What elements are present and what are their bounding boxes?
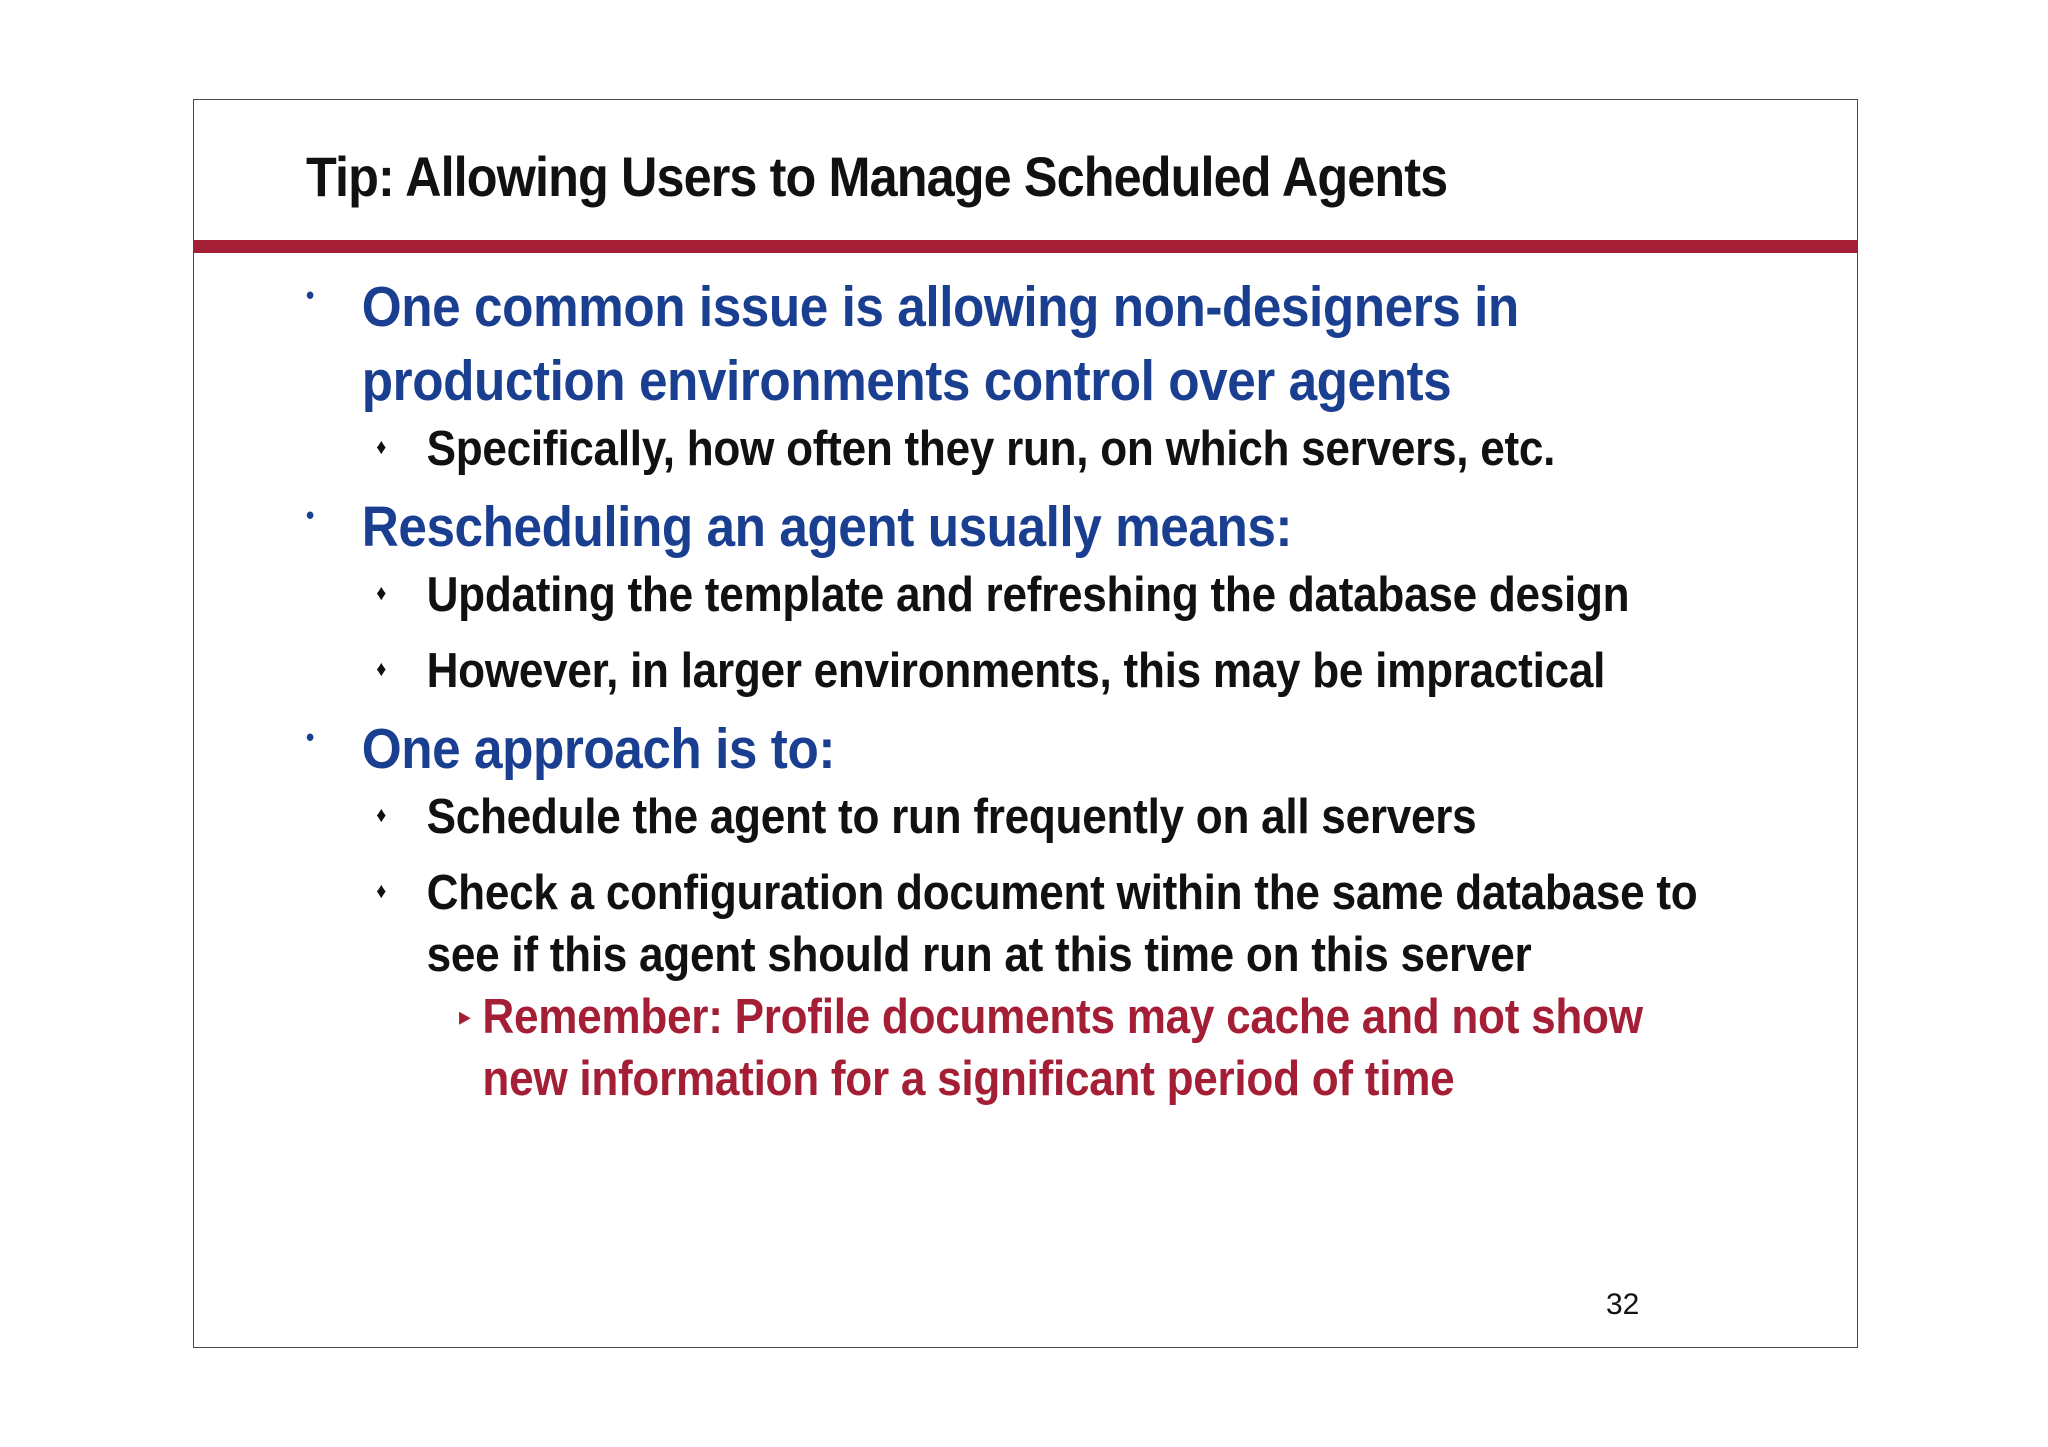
bullet-dot-icon: • — [306, 722, 314, 752]
sub-sub-bullet-item — [306, 986, 1643, 1110]
sub-bullet-text-line: Check a configuration document within the same database to — [426, 866, 1698, 920]
bullet-item — [306, 270, 1638, 418]
sub-bullet-text-line: However, in larger environments, this may be impractical — [426, 644, 1606, 698]
title-rule — [194, 240, 1857, 253]
diamond-bullet-icon: ♦ — [376, 878, 387, 903]
bullet-text-line: production environments control over agents — [361, 349, 1452, 413]
sub-bullet-item — [306, 862, 1698, 986]
bullet-item — [306, 490, 1638, 564]
diamond-bullet-icon: ♦ — [376, 802, 387, 827]
sub-bullet-text-line: see if this agent should run at this time on this server — [426, 928, 1532, 982]
diamond-bullet-icon: ♦ — [376, 580, 387, 605]
sub-bullet-item — [306, 564, 1638, 626]
diamond-bullet-icon: ♦ — [376, 434, 387, 459]
page-number: 32 — [1606, 1288, 1640, 1321]
triangle-bullet-icon: ▸ — [459, 1001, 471, 1031]
slide-title: Tip: Allowing Users to Manage Scheduled Agents — [306, 145, 1448, 208]
sub-bullet-item — [306, 418, 1638, 480]
sub-bullet-text-line: Updating the template and refreshing the database design — [426, 568, 1630, 622]
slide-body — [306, 270, 1786, 1110]
sub-bullet-item — [306, 640, 1638, 702]
bullet-dot-icon: • — [306, 500, 314, 530]
bullet-text-line: Rescheduling an agent usually means: — [361, 495, 1293, 559]
bullet-item — [306, 712, 1638, 786]
slide — [193, 99, 1858, 1348]
diamond-bullet-icon: ♦ — [376, 656, 387, 681]
sub-sub-bullet-text-line: new information for a significant period of time — [482, 1052, 1455, 1106]
sub-bullet-item — [306, 786, 1638, 848]
sub-bullet-text-line: Specifically, how often they run, on which servers, etc. — [426, 422, 1556, 476]
bullet-text-line: One approach is to: — [361, 717, 835, 781]
sub-sub-bullet-text-line: Remember: Profile documents may cache and not show — [482, 990, 1643, 1044]
bullet-dot-icon: • — [306, 280, 314, 310]
sub-bullet-text-line: Schedule the agent to run frequently on all servers — [426, 790, 1477, 844]
bullet-text-line: One common issue is allowing non-designers in — [361, 275, 1519, 339]
